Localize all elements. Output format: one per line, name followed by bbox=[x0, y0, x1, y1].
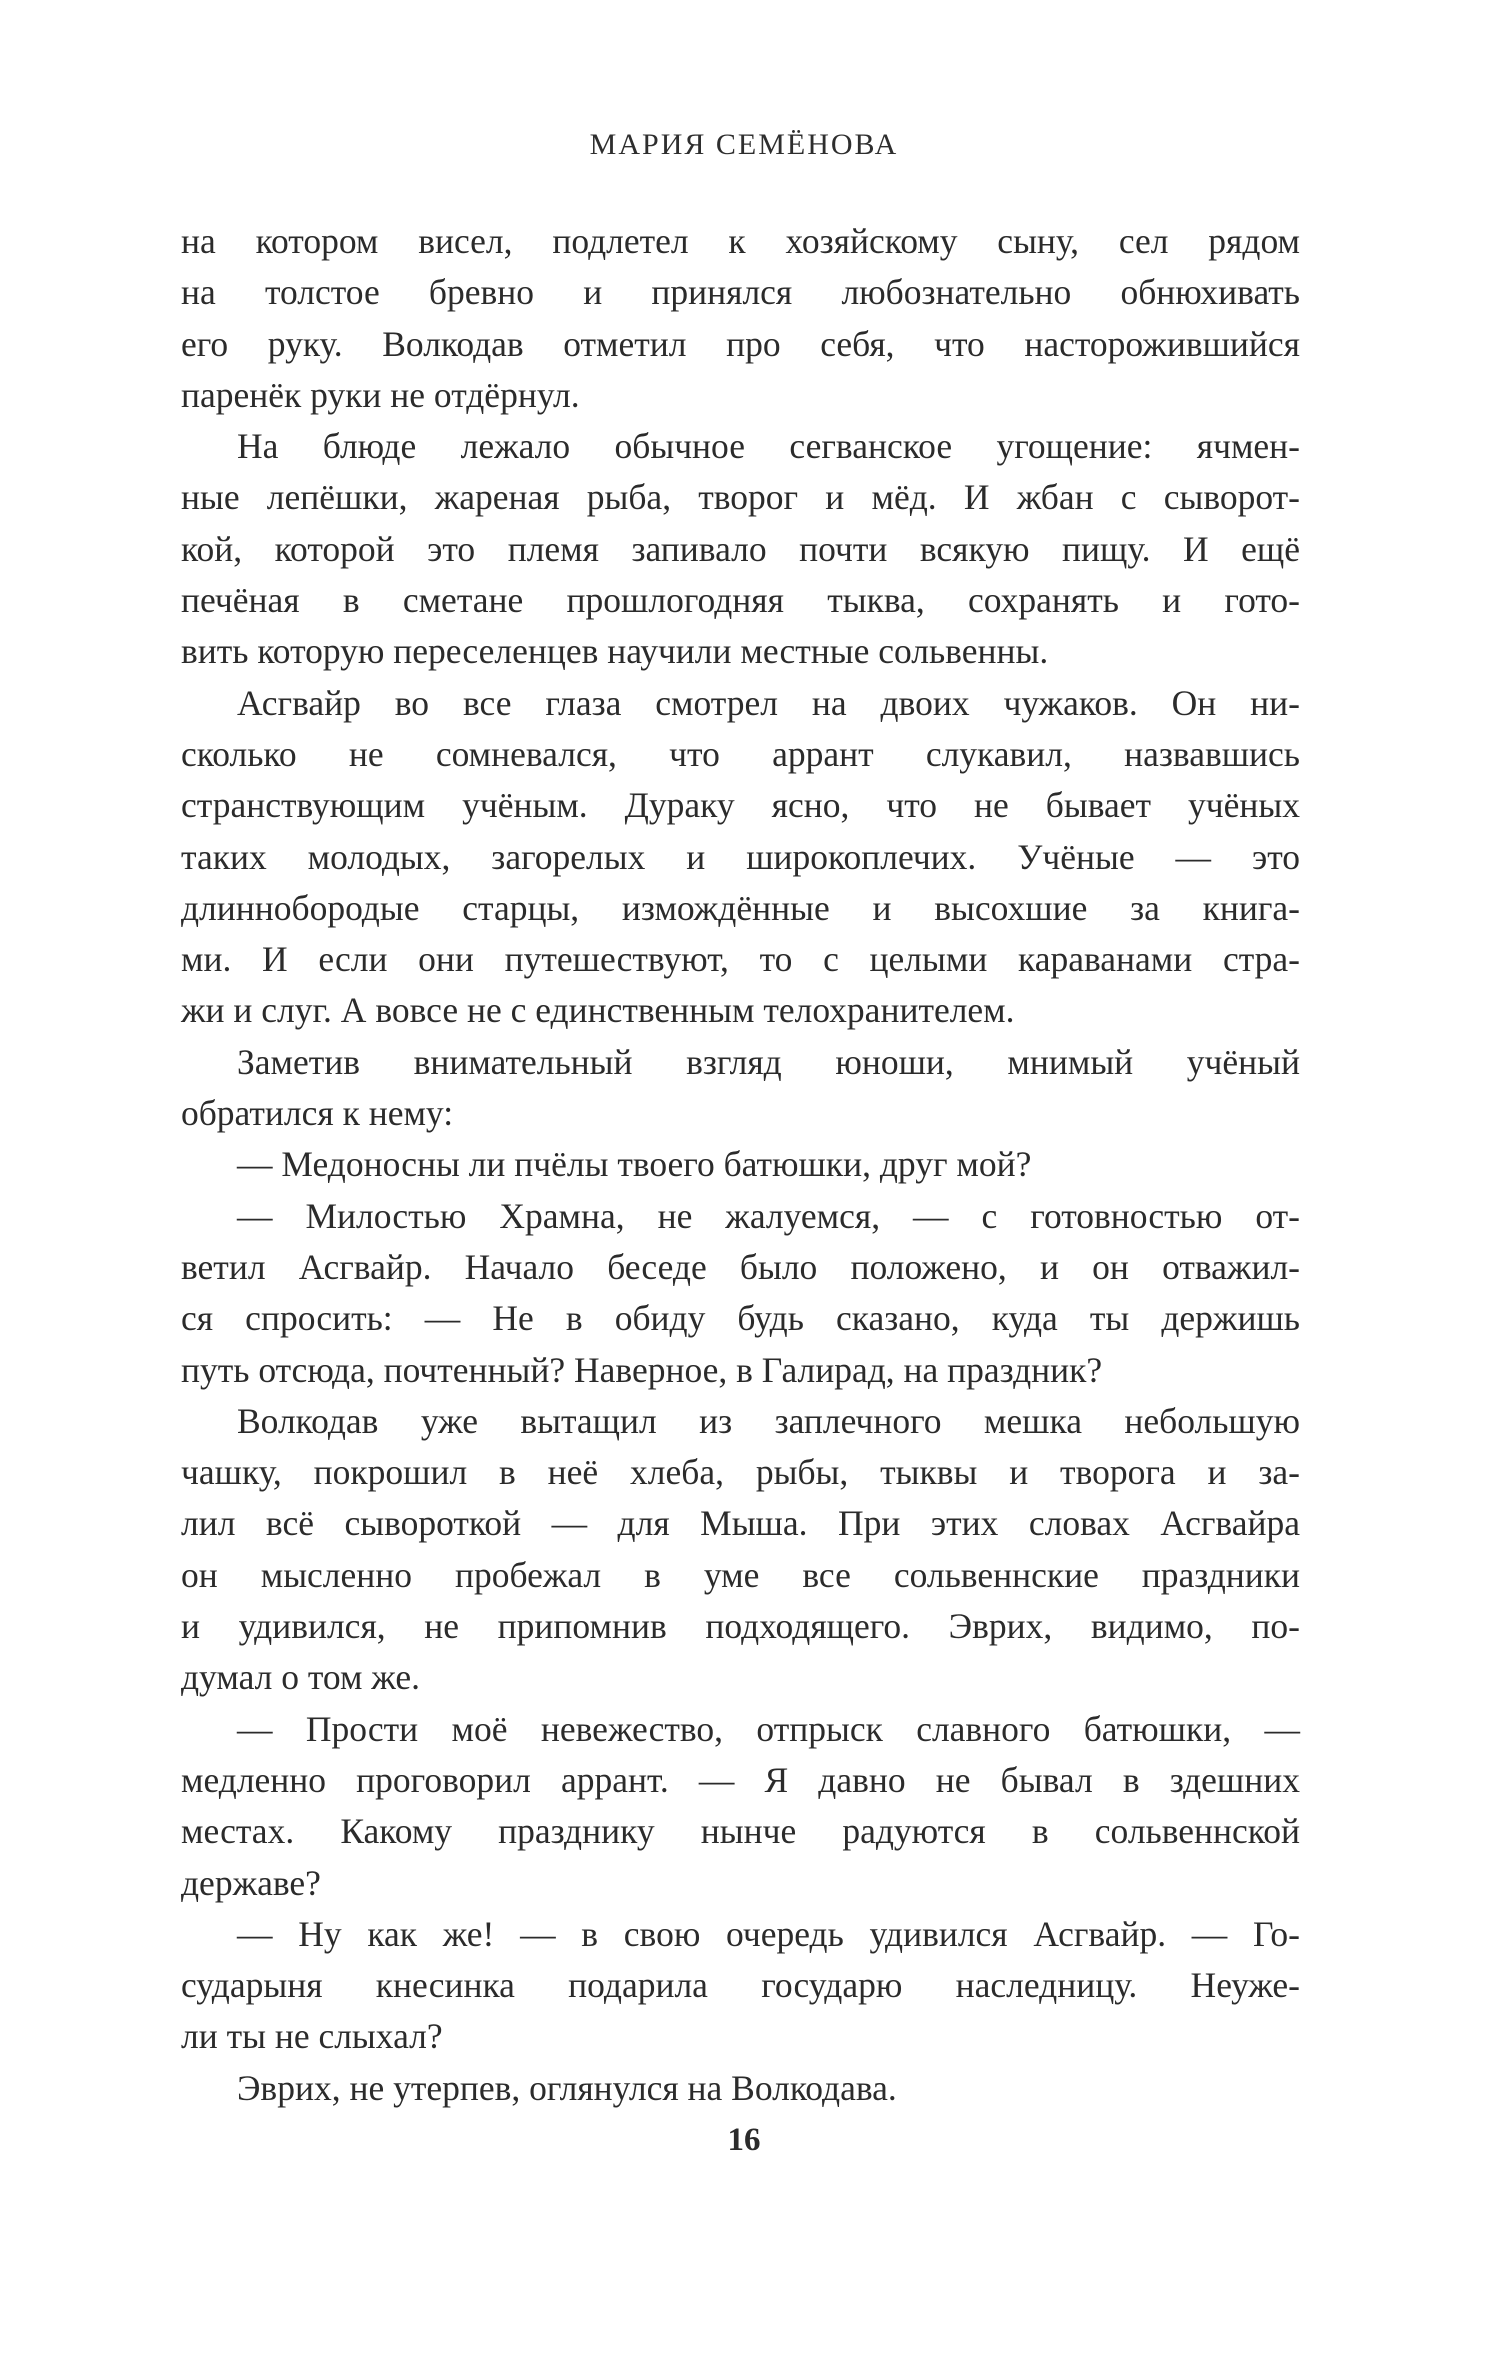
text-line: — Ну как же! — в свою очередь удивился Асгвайр. — Го- bbox=[237, 1913, 1300, 1954]
body-text bbox=[181, 216, 1300, 2114]
page-number: 16 bbox=[727, 2122, 761, 2158]
text-line: На блюде лежало обычное сегванское угощение: ячмен- bbox=[237, 426, 1300, 467]
text-line: Эврих, не утерпев, оглянулся на Волкодава. bbox=[237, 2067, 897, 2108]
text-line: Заметив внимательный взгляд юноши, мнимый учёный bbox=[237, 1041, 1300, 1082]
text-line: путь отсюда, почтенный? Наверное, в Галирад, на праздник? bbox=[181, 1349, 1103, 1390]
text-line: — Прости моё невежество, отпрыск славного батюшки, — bbox=[237, 1708, 1300, 1749]
text-line: Асгвайр во все глаза смотрел на двоих чужаков. Он ни- bbox=[237, 682, 1300, 723]
text-line: длиннобородые старцы, измождённые и высохшие за книга- bbox=[181, 887, 1300, 928]
text-line: ные лепёшки, жареная рыба, творог и мёд. И жбан с сыворот- bbox=[181, 477, 1300, 518]
text-line: чашку, покрошил в неё хлеба, рыбы, тыквы и творога и за- bbox=[181, 1452, 1300, 1493]
text-line: ли ты не слыхал? bbox=[181, 2016, 443, 2057]
text-line: думал о том же. bbox=[181, 1657, 421, 1698]
text-line: кой, которой это племя запивало почти всякую пищу. И ещё bbox=[181, 528, 1300, 569]
text-line: его руку. Волкодав отметил про себя, что насторожившийся bbox=[181, 323, 1300, 364]
text-line: державе? bbox=[181, 1862, 321, 1903]
text-line: — Милостью Храмна, не жалуемся, — с готовностью от- bbox=[237, 1195, 1300, 1236]
text-line: и удивился, не припомнив подходящего. Эврих, видимо, по- bbox=[181, 1606, 1300, 1647]
text-line: местах. Какому празднику нынче радуются в сольвеннской bbox=[181, 1811, 1300, 1852]
text-line: лил всё сывороткой — для Мыша. При этих словах Асгвайра bbox=[181, 1503, 1300, 1544]
text-line: паренёк руки не отдёрнул. bbox=[181, 374, 580, 415]
text-line: сударыня кнесинка подарила государю наследницу. Неуже- bbox=[181, 1965, 1300, 2006]
text-line: Волкодав уже вытащил из заплечного мешка небольшую bbox=[237, 1400, 1300, 1441]
text-line: ми. И если они путешествуют, то с целыми караванами стра- bbox=[181, 939, 1300, 980]
running-head-author: МАРИЯ СЕМЁНОВА bbox=[589, 128, 899, 161]
text-line: обратился к нему: bbox=[181, 1093, 454, 1134]
text-line: печёная в сметане прошлогодняя тыква, сохранять и гото- bbox=[181, 580, 1300, 621]
text-line: ся спросить: — Не в обиду будь сказано, куда ты держишь bbox=[181, 1298, 1300, 1339]
text-line: жи и слуг. А вовсе не с единственным телохранителем. bbox=[181, 990, 1015, 1031]
text-line: на котором висел, подлетел к хозяйскому сыну, сел рядом bbox=[181, 221, 1300, 261]
text-line: странствующим учёным. Дураку ясно, что не бывает учёных bbox=[181, 785, 1300, 826]
text-line: таких молодых, загорелых и широкоплечих. Учёные — это bbox=[181, 836, 1300, 877]
text-line: медленно проговорил аррант. — Я давно не бывал в здешних bbox=[181, 1759, 1300, 1800]
text-line: — Медоносны ли пчёлы твоего батюшки, друг мой? bbox=[237, 1144, 1032, 1185]
text-line: он мысленно пробежал в уме все сольвеннские праздники bbox=[181, 1554, 1300, 1595]
text-line: ветил Асгвайр. Начало беседе было положено, и он отважил- bbox=[181, 1246, 1300, 1287]
text-line: на толстое бревно и принялся любознательно обнюхивать bbox=[181, 272, 1300, 313]
text-line: вить которую переселенцев научили местные сольвенны. bbox=[181, 631, 1049, 672]
text-line: сколько не сомневался, что аррант слукавил, назвавшись bbox=[181, 733, 1300, 774]
